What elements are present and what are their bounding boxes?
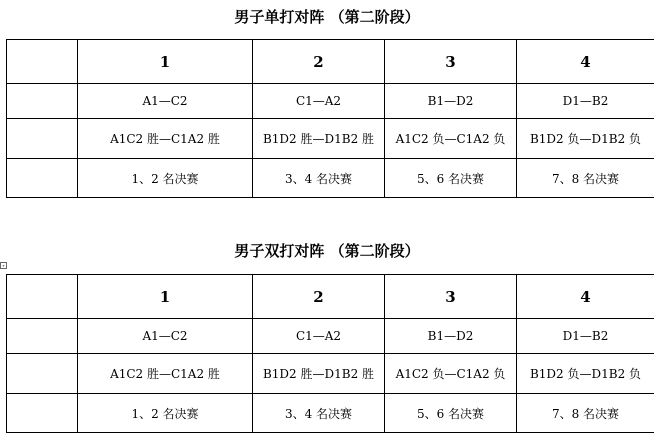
final-cell: 7、8 名决赛: [517, 159, 654, 198]
final-cell: 3、4 名决赛: [253, 394, 385, 433]
match-cell: B1—D2: [385, 319, 517, 354]
final-cell: 5、6 名决赛: [385, 394, 517, 433]
header-cell-round-3: 3: [385, 40, 517, 84]
mens-singles-table: [6, 39, 654, 198]
header-cell-round-1: 1: [78, 275, 253, 319]
match-cell: D1—B2: [517, 84, 654, 119]
match-cell: A1C2 胜—C1A2 胜: [78, 354, 253, 394]
header-cell-blank: [7, 40, 78, 84]
header-cell-round-4: 4: [517, 40, 654, 84]
match-cell: C1—A2: [253, 319, 385, 354]
match-cell: B1D2 负—D1B2 负: [517, 119, 654, 159]
match-cell: D1—B2: [517, 319, 654, 354]
match-cell: B1—D2: [385, 84, 517, 119]
final-cell: 1、2 名决赛: [78, 159, 253, 198]
header-cell-round-3: 3: [385, 275, 517, 319]
header-cell-round-2: 2: [253, 40, 385, 84]
row-label-cell: [7, 84, 78, 119]
header-cell-round-1: 1: [78, 40, 253, 84]
table-row: [7, 394, 654, 433]
match-cell: A1C2 负—C1A2 负: [385, 119, 517, 159]
table-row: [7, 119, 654, 159]
header-cell-blank: [7, 275, 78, 319]
match-cell: B1D2 负—D1B2 负: [517, 354, 654, 394]
match-cell: B1D2 胜—D1B2 胜: [253, 354, 385, 394]
table-row: [7, 354, 654, 394]
mens-singles-title: 男子单打对阵 （第二阶段）: [234, 8, 420, 26]
row-label-cell: [7, 394, 78, 433]
table-row: [7, 159, 654, 198]
match-cell: A1—C2: [78, 319, 253, 354]
header-cell-round-4: 4: [517, 275, 654, 319]
table-header-row: [7, 275, 654, 319]
table-row: [7, 319, 654, 354]
match-cell: A1—C2: [78, 84, 253, 119]
final-cell: 1、2 名决赛: [78, 394, 253, 433]
table-header-row: [7, 40, 654, 84]
table-row: [7, 84, 654, 119]
row-label-cell: [7, 119, 78, 159]
final-cell: 5、6 名决赛: [385, 159, 517, 198]
match-cell: B1D2 胜—D1B2 胜: [253, 119, 385, 159]
mens-doubles-table: [6, 274, 654, 433]
match-cell: A1C2 负—C1A2 负: [385, 354, 517, 394]
final-cell: 7、8 名决赛: [517, 394, 654, 433]
final-cell: 3、4 名决赛: [253, 159, 385, 198]
mens-doubles-title: 男子双打对阵 （第二阶段）: [234, 242, 420, 260]
table-move-handle-icon[interactable]: +: [1, 263, 6, 268]
row-label-cell: [7, 354, 78, 394]
match-cell: C1—A2: [253, 84, 385, 119]
row-label-cell: [7, 319, 78, 354]
row-label-cell: [7, 159, 78, 198]
header-cell-round-2: 2: [253, 275, 385, 319]
match-cell: A1C2 胜—C1A2 胜: [78, 119, 253, 159]
